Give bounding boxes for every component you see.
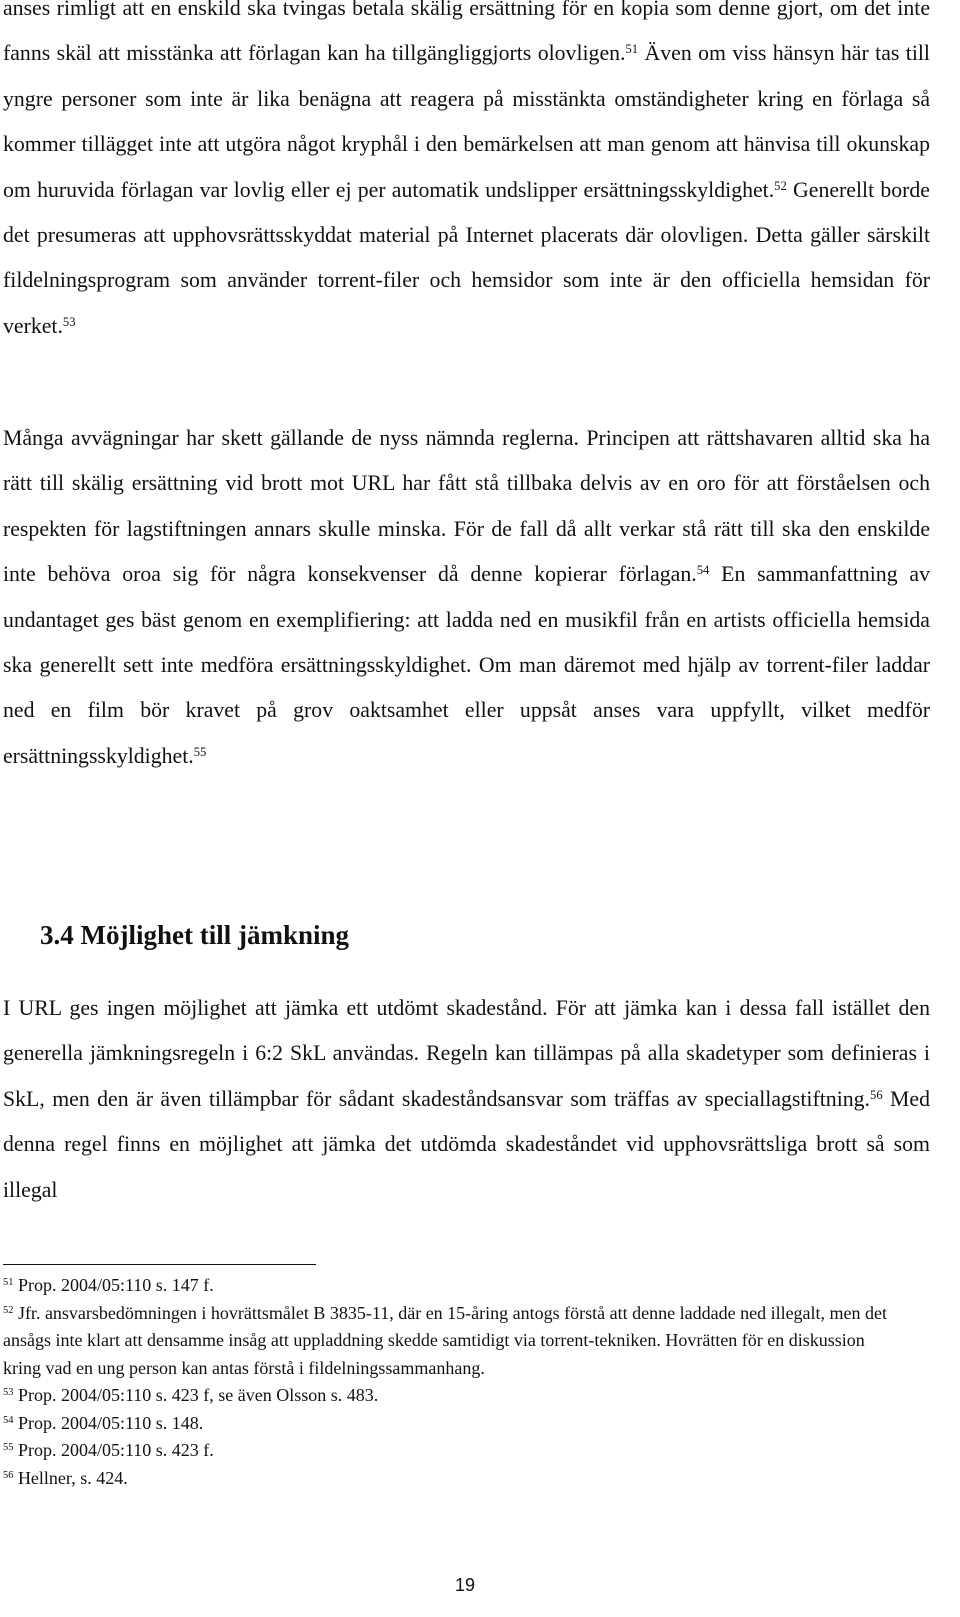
footnote-number: 51	[3, 1277, 14, 1289]
paragraph-text: Generellt borde det presumeras att upphovsrättsskyddat material på Internet placerats där olovligen. Detta gäller särskilt fildelningsprogram som använder torrent-filer och hemsidor som inte är den officiella hemsidan för verket.	[3, 177, 930, 338]
footnote-reference-54[interactable]: 54	[696, 563, 710, 578]
paragraph-text: Många avvägningar har skett gällande de nyss nämnda reglerna. Principen att rättshavaren alltid ska ha rätt till skälig ersättning vid brott mot URL har fått stå tillbaka delvis av en oro för att förståelsen och respekten för lagstiftningen annars skulle minska. För de fall då allt verkar stå rätt till ska den enskilde inte behöva oroa sig för några konsekvenser då denne kopierar förlagan.	[3, 426, 930, 587]
footnote-51	[3, 1272, 903, 1300]
paragraph-text: En sammanfattning av undantaget ges bäst genom en exemplifiering: att ladda ned en musikfil från en artists officiella hemsida ska generellt sett inte medföra ersättningsskyldighet. Om man däremot med hjälp av torrent-filer laddar ned en film bör kravet på grov oaktsamhet eller uppsåt anses vara uppfyllt, vilket medför ersättningsskyldighet.	[3, 562, 930, 768]
footnote-54	[3, 1410, 903, 1438]
footnote-text: Hellner, s. 424.	[13, 1467, 128, 1488]
body-paragraph-1	[3, 0, 930, 349]
footnote-number: 52	[3, 1304, 14, 1316]
footnote-reference-53[interactable]: 53	[62, 314, 76, 329]
page-number: 19	[454, 1575, 476, 1595]
footnote-reference-51[interactable]: 51	[625, 42, 639, 57]
body-paragraph-3	[3, 986, 930, 1213]
body-paragraph-2	[3, 416, 930, 779]
footnote-separator	[3, 1264, 316, 1265]
paragraph-text: Även om viss hänsyn här tas till yngre personer som inte är lika benägna att reagera på misstänkta omständigheter kring en förlaga så kommer tillägget inte att utgöra något kryphål i den bemärkelsen att man genom att hänvisa till okunskap om huruvida förlagan var lovlig eller ej per automatik undslipper ersättningsskyldighet.	[3, 41, 930, 202]
footnote-number: 56	[3, 1469, 14, 1481]
section-heading: 3.4 Möjlighet till jämkning	[40, 920, 349, 950]
footnote-text: Prop. 2004/05:110 s. 423 f.	[13, 1440, 214, 1460]
footnote-number: 54	[3, 1414, 14, 1426]
paragraph-text: anses rimligt att en enskild ska tvingas betala skälig ersättning för en kopia som denne gjort, om det inte fanns skäl att misstänka att förlagan kan ha tillgängliggjorts olovligen.	[3, 0, 930, 66]
footnote-52	[3, 1300, 903, 1383]
footnote-number: 53	[3, 1387, 14, 1399]
footnote-text: Jfr. ansvarsbedömningen i hovrättsmålet B 3835-11, där en 15-åring antogs förstå att denne laddade ned illegalt, men det ansågs inte klart att densamme insåg att uppladdning skedde samtidigt via torrent-tekniken. Hovrätten för en diskussion kring vad en ung person kan antas förstå i fildelningssammanhang.	[3, 1302, 888, 1378]
footnote-text: Prop. 2004/05:110 s. 147 f.	[13, 1275, 214, 1295]
footnote-55	[3, 1437, 903, 1465]
footnote-number: 55	[3, 1442, 14, 1454]
footnote-text: Prop. 2004/05:110 s. 148.	[13, 1412, 204, 1433]
paragraph-text: I URL ges ingen möjlighet att jämka ett utdömt skadestånd. För att jämka kan i dessa fall istället den generella jämkningsregeln i 6:2 SkL användas. Regeln kan tillämpas på alla skadetyper som definieras i SkL, men den är även tillämpbar för sådant skadeståndsansvar som träffas av speciallagstiftning.	[3, 996, 930, 1111]
footnote-56	[3, 1465, 903, 1493]
footnotes	[3, 1272, 903, 1492]
footnote-text: Prop. 2004/05:110 s. 423 f, se även Olsson s. 483.	[13, 1385, 379, 1405]
footnote-reference-56[interactable]: 56	[870, 1087, 883, 1102]
footnote-reference-52[interactable]: 52	[774, 178, 787, 193]
footnote-reference-55[interactable]: 55	[193, 744, 207, 759]
footnote-53	[3, 1382, 903, 1410]
paragraph-text: Med denna regel finns en möjlighet att jämka det utdömda skadeståndet vid upphovsrättsliga brott så som illegal	[3, 1086, 930, 1202]
